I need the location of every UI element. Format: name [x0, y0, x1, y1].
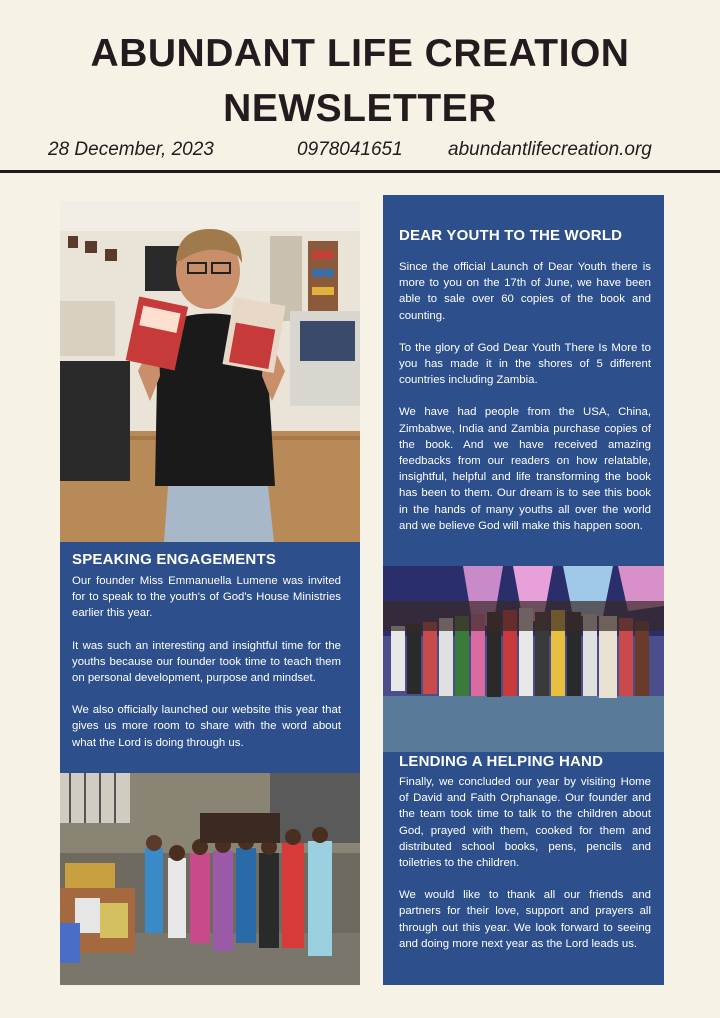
issue-date: 28 December, 2023	[48, 139, 214, 160]
lending-paragraph-1: Finally, we concluded our year by visiting Home of David and Faith Orphanage. Our founder and the team took time to talk to the children about God, prayed with them, cooked for them and distributed school books, pens, pencils and toiletries to the children.	[399, 776, 651, 870]
dear-youth-text	[399, 259, 651, 534]
dear-youth-paragraph-3: We have had people from the USA, China, Zimbabwe, India and Zambia purchase copies of the book. And we have received amazing feedbacks from our readers on how relatable, insightful, helpful and life transforming the book has been to them. Our dream is to see this book in the hands of many youths all over the world and we believe God will make this happen soon.	[399, 406, 651, 532]
header-divider	[0, 170, 720, 173]
dear-youth-heading: DEAR YOUTH TO THE WORLD	[399, 227, 623, 244]
founder-with-books-photo	[60, 201, 360, 542]
dear-youth-paragraph-2: To the glory of God Dear Youth There Is More to you has made it in the shores of 5 different countries including Zambia.	[399, 341, 651, 387]
speaking-paragraph-2: It was such an interesting and insightful time for the youths because our founder took time to teach them on personal development, purpose and mindset.	[72, 639, 341, 685]
newsletter-title	[0, 26, 720, 136]
speaking-engagements-text	[72, 573, 341, 751]
speaking-paragraph-3: We also officially launched our website this year that gives us more room to share with the word about what the Lord is doing through us.	[72, 704, 341, 749]
title-line-1: ABUNDANT LIFE CREATION	[90, 32, 630, 75]
lending-paragraph-2: We would like to thank all our friends and partners for their love, support and prayers all through out this year. We look forward to seeing and doing more next year as the Lord leads us.	[399, 889, 651, 950]
dear-youth-paragraph-1: Since the official Launch of Dear Youth there is more to you on the 17th of June, we have been able to sale over 60 copies of the book and counting.	[399, 261, 651, 322]
title-line-2: NEWSLETTER	[223, 87, 497, 130]
lending-hand-heading: LENDING A HELPING HAND	[399, 753, 604, 770]
phone-number: 0978041651	[297, 139, 403, 160]
speaking-engagements-heading: SPEAKING ENGAGEMENTS	[72, 551, 277, 568]
website-link[interactable]: abundantlifecreation.org	[448, 139, 652, 160]
orphanage-children-photo	[60, 773, 360, 985]
speaking-paragraph-1: Our founder Miss Emmanuella Lumene was invited for to speak to the youth's of God's House Ministries earlier this year.	[72, 575, 341, 620]
lending-hand-text	[399, 774, 651, 952]
youth-group-photo	[383, 566, 664, 752]
